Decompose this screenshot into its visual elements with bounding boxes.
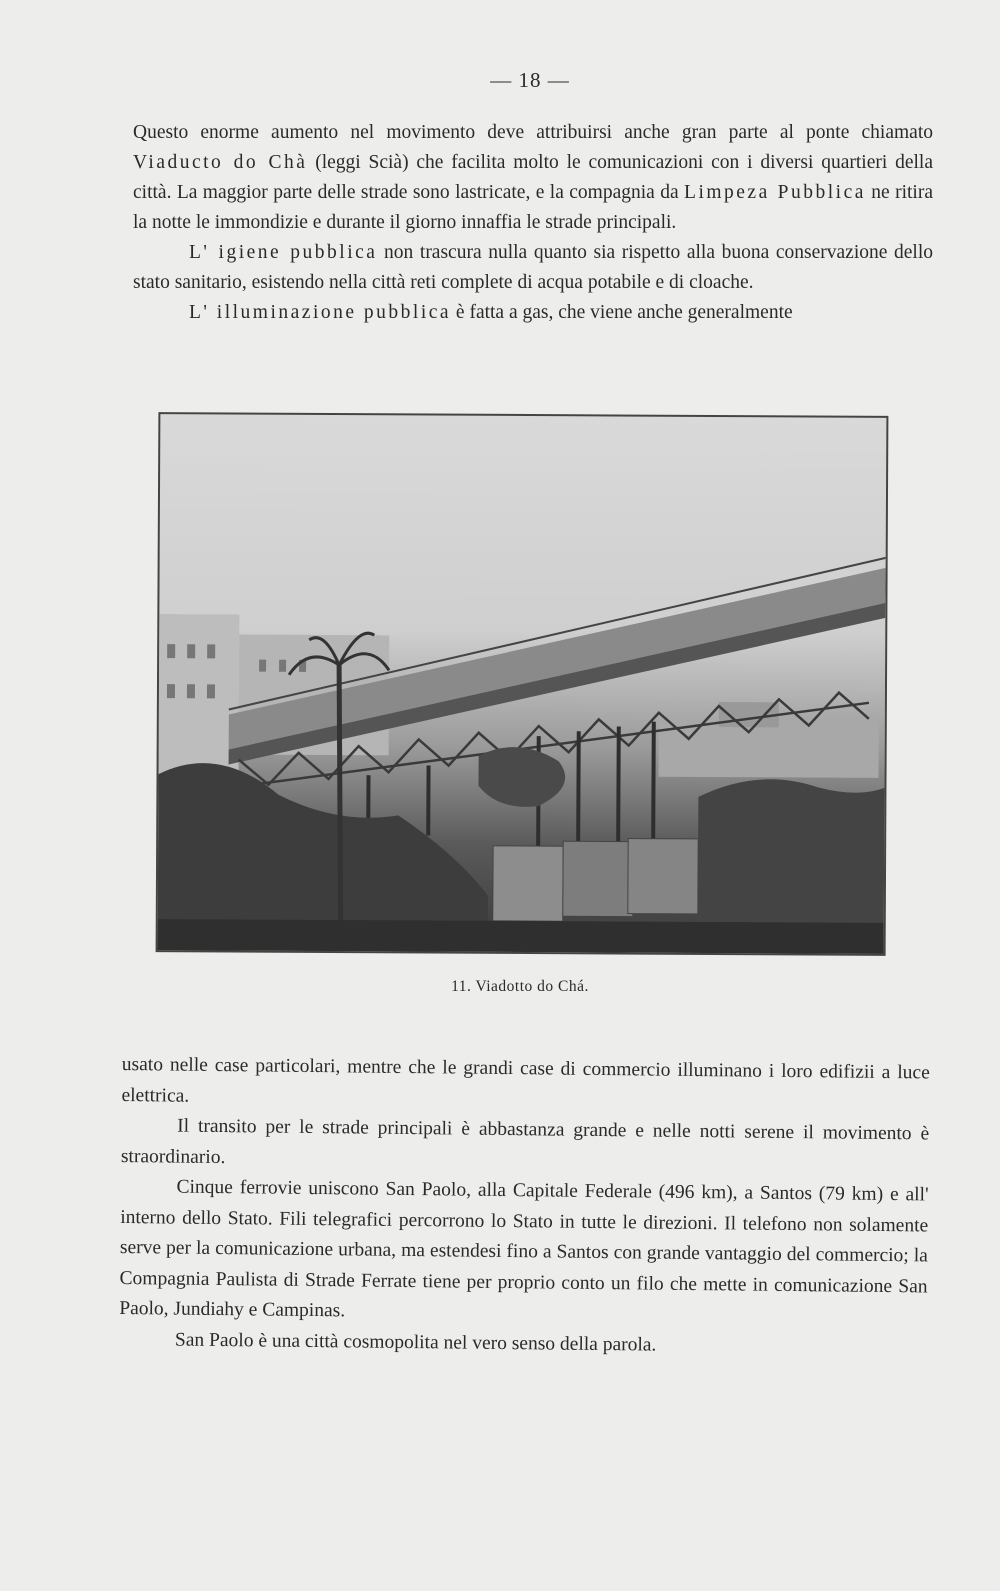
company-name: Limpeza Pubblica	[684, 182, 866, 203]
paragraph-lighting: L' illuminazione pubblica è fatta a gas, che viene anche generalmente	[189, 302, 793, 323]
viaduct-name: Viaducto do Chà	[133, 152, 308, 173]
figure-caption: 11. Viadotto do Chá.	[451, 978, 589, 995]
paragraph-railways: Cinque ferrovie uniscono San Paolo, alla Capitale Federale (496 km), a Santos (79 km) e all' interno dello Stato. Fili telegrafici percorrono lo Stato in tutte le direzioni. Il telefono non solamente serve per la comunicazione urbana, ma estendesi fino a Santos con grande vantaggio del commercio; la Compagnia Paulista di Strade Ferrate tiene per proprio conto un filo che mette in comunicazione San Paolo, Jundiahy e Campinas.	[119, 1176, 929, 1322]
paragraph-cosmopolitan: San Paolo è una città cosmopolita nel vero senso della parola.	[174, 1329, 657, 1356]
viaduct-photograph	[156, 412, 889, 956]
paragraph-traffic: Il transito per le strade principali è abbastanza grande e nelle notti serene il movimento è straordinario.	[120, 1115, 930, 1168]
viaduct-illustration	[158, 414, 887, 954]
bottom-text-block	[119, 1050, 930, 1363]
paragraph-viaduct: Questo enorme aumento nel movimento deve attribuirsi anche gran parte al ponte chiamato Viaducto do Chà (leggi Scià) che facilita molto le comunicazioni con i diversi quartieri della città. La maggior parte delle strade sono lastricate, e la compagnia da Limpeza Pubblica ne ritira la notte le immondizie e durante il giorno innaffia le strade principali.	[133, 122, 933, 233]
top-text-block	[133, 118, 933, 328]
paragraph-hygiene: L' igiene pubblica non trascura nulla quanto sia rispetto alla buona conservazione dello stato sanitario, esistendo nella città reti complete di acqua potabile e di cloache.	[133, 242, 933, 293]
page-number: — 18 —	[490, 68, 570, 92]
paragraph-gas-lighting: usato nelle case particolari, mentre che le grandi case di commercio illuminano i loro edifizii a luce elettrica.	[121, 1053, 930, 1107]
